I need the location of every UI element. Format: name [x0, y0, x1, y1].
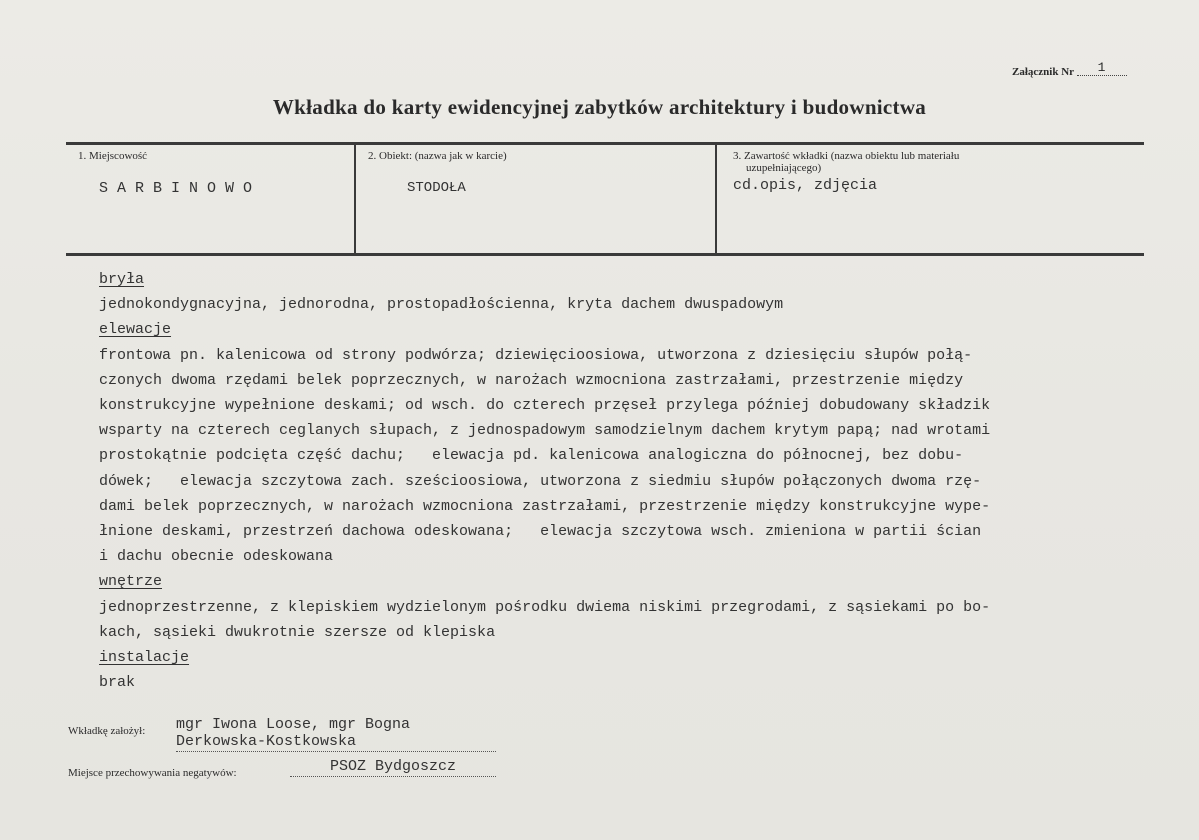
text-elewacje-line: łnione deskami, przestrzeń dachowa odeskowana; elewacja szczytowa wsch. zmieniona w partii ścian [99, 523, 982, 541]
text-elewacje-line: prostokątnie podcięta część dachu; elewacja pd. kalenicowa analogiczna do północnej, bez dobu- [99, 447, 964, 465]
annex-label: Załącznik Nr [1012, 66, 1074, 78]
negatives-label: Miejsce przechowywania negatywów: [68, 767, 237, 779]
heading-bryla: bryła [99, 271, 145, 288]
content-label-line-2: uzupełniającego) [746, 162, 822, 174]
negatives-value: PSOZ Bydgoszcz [290, 758, 496, 777]
table-divider-2 [715, 144, 717, 254]
heading-wnetrze: wnętrze [99, 573, 163, 591]
text-elewacje-line: frontowa pn. kalenicowa od strony podwórza; dziewięcioosiowa, utworzona z dziesięciu słupów połą- [99, 346, 973, 364]
text-instalacje: brak [99, 674, 136, 692]
text-wnetrze-line: jednoprzestrzenne, z klepiskiem wydzielonym pośrodku dwiema niskimi przegrodami, z sąsiekami po bo- [99, 598, 991, 616]
annex-value: 1 [1077, 60, 1127, 76]
description-body [99, 267, 1109, 695]
table-divider-1 [354, 144, 356, 254]
text-elewacje-line: dówek; elewacja szczytowa zach. sześcioosiowa, utworzona z siedmiu słupów połączonych dwoma rzę- [99, 472, 982, 490]
author-value: mgr Iwona Loose, mgr Bogna Derkowska-Kostkowska [176, 716, 496, 752]
heading-elewacje: elewacje [99, 321, 172, 339]
text-elewacje-line: konstrukcyjne wypełnione deskami; od wsch. do czterech przęseł przylega później dobudowany składzik [99, 397, 991, 415]
content-label [733, 150, 959, 174]
table-top-rule [66, 142, 1144, 145]
text-elewacje-line: dami belek poprzecznych, w narożach wzmocniona zastrzałami, przestrzenie między konstrukcyjne wype- [99, 497, 991, 515]
text-elewacje-line: wsparty na czterech ceglanych słupach, z jednospadowym samodzielnym dachem krytym papą; nad wrotami [99, 422, 991, 440]
text-bryla: jednokondygnacyjna, jednorodna, prostopadłościenna, kryta dachem dwuspadowym [99, 296, 784, 314]
annex-number [1012, 60, 1127, 80]
content-value: cd.opis, zdjęcia [733, 177, 878, 194]
text-elewacje-line: czonych dwoma rzędami belek poprzecznych, w narożach wzmocniona zastrzałami, przestrzenie między [99, 371, 964, 389]
content-label-line-1: 3. Zawartość wkładki (nazwa obiektu lub materiału [733, 150, 960, 162]
document-title: Wkładka do karty ewidencyjnej zabytków architektury i budownictwa [272, 95, 927, 119]
object-value: STODOŁA [407, 180, 466, 196]
heading-instalacje: instalacje [99, 649, 190, 667]
author-label: Wkładkę założył: [68, 725, 146, 737]
locality-label: 1. Miejscowość [78, 150, 148, 162]
text-wnetrze-line: kach, sąsieki dwukrotnie szersze od klepiska [99, 623, 496, 641]
locality-value: S A R B I N O W O [99, 180, 253, 197]
table-bottom-rule [66, 253, 1144, 256]
object-label: 2. Obiekt: (nazwa jak w karcie) [368, 150, 507, 162]
text-elewacje-line: i dachu obecnie odeskowana [99, 548, 334, 566]
